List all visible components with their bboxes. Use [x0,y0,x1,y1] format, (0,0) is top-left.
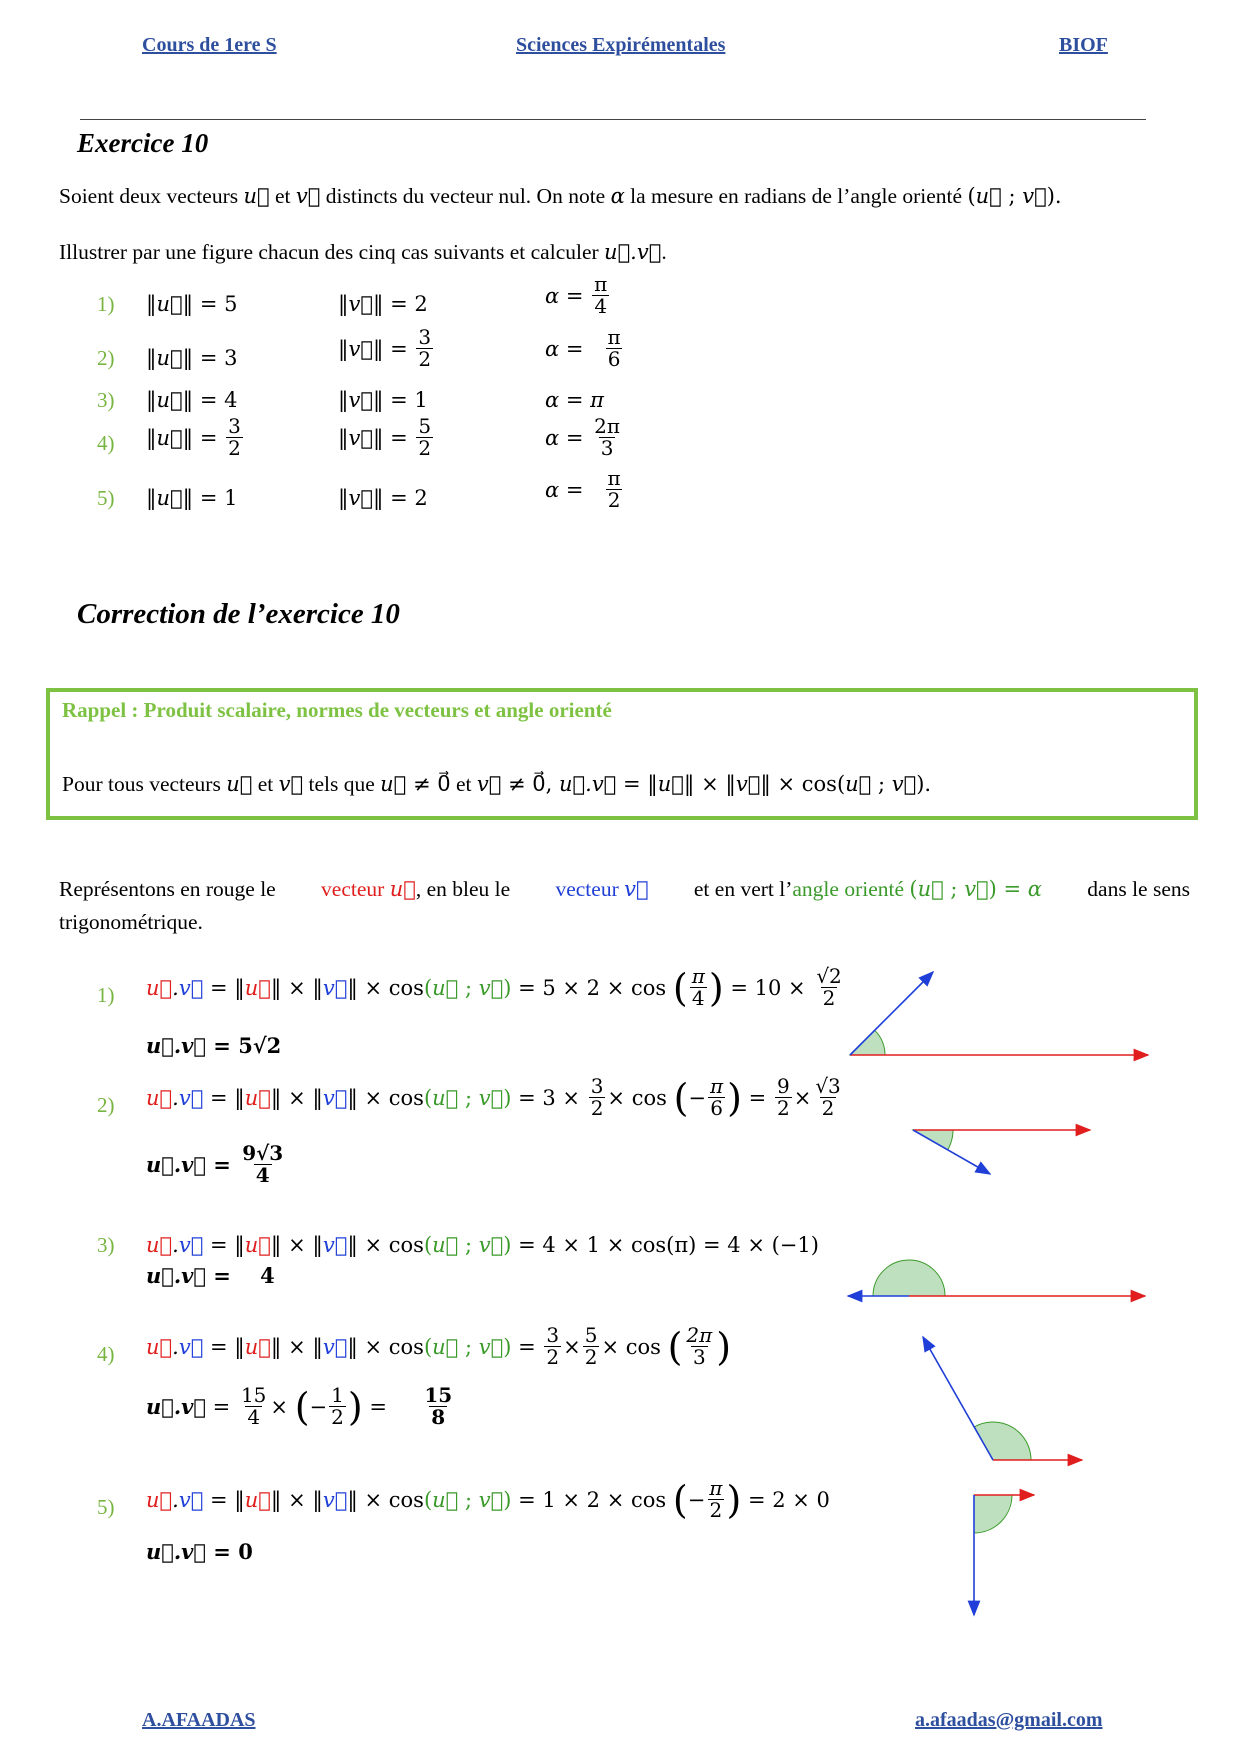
case-u-norm: ‖u⃗‖ = 4 [146,388,238,412]
rappel-text: Pour tous vecteurs u⃗ et v⃗ tels que u⃗ ≠ 0⃗ et v⃗ ≠ 0⃗, u⃗.v⃗ = ‖u⃗‖ × ‖v⃗‖ × cos(u⃗ ; v⃗). [62,772,932,796]
figure-2 [913,1130,1090,1174]
footer-left[interactable]: A.AFAADAS [142,1709,256,1731]
figure-4 [923,1337,1082,1460]
item-result: u⃗.v⃗ = 5√2 [146,1033,282,1058]
item-formula: u⃗ . v⃗ = ‖ u⃗ ‖ × ‖ v⃗ ‖ × cos (u⃗ ; v⃗) = 5 × 2 × cos ( $\frac{\pi}{4}$ ) = 10 × $\frac{√2}{2}$ [146,964,842,1010]
v-vector [923,1337,993,1460]
item-result: u⃗.v⃗ = 0 [146,1539,253,1564]
v-vector [850,972,933,1055]
case-number: 2) [97,346,115,370]
case-u-norm: ‖ u⃗ ‖ = $\frac{3}{2}$ [146,414,241,460]
header-right[interactable]: BIOF [1059,34,1108,56]
item-formula: u⃗ . v⃗ = ‖ u⃗ ‖ × ‖ v⃗ ‖ × cos (u⃗ ; v⃗) = $\frac{3}{2}$ × $\frac{5}{2}$ × cos ( $\frac{2\pi}{3}$ ) [146,1323,732,1369]
correction-title: Correction de l’exercice 10 [77,598,400,630]
intro-line1: Représentons en rouge le vecteur u⃗, en bleu le vecteur v⃗ et en vert l’angle orienté (u⃗ ; v⃗) = α dans le sens [59,877,1190,901]
case-number: 5) [97,486,115,510]
case-v-norm: ‖v⃗‖ = 2 [338,292,428,316]
case-u-norm: ‖u⃗‖ = 3 [146,346,238,370]
case-number: 3) [97,388,115,412]
intro-line2: trigonométrique. [59,910,203,934]
item-result: u⃗.v⃗ = 4 [146,1263,275,1288]
footer-right[interactable]: a.afaadas@gmail.com [915,1709,1103,1731]
exercise-title: Exercice 10 [77,128,209,158]
item-formula: u⃗.v⃗ = ‖u⃗‖ × ‖v⃗‖ × cos(u⃗ ; v⃗) = 4 × 1 × cos(π) = 4 × (−1) [146,1233,819,1257]
case-alpha: α = $\frac{2\pi}{3}$ [545,414,621,460]
case-u-norm: ‖u⃗‖ = 1 [146,486,238,510]
case-alpha: α = $\frac{\pi}{6}$ [545,325,621,371]
item-formula: u⃗ . v⃗ = ‖ u⃗ ‖ × ‖ v⃗ ‖ × cos (u⃗ ; v⃗) = 3 × $\frac{3}{2}$ × cos ( − $\frac{\pi}{6}$ ) = $\frac{9}{2}$ × $\frac{√3}{2}$ [146,1074,841,1120]
figure-1 [850,972,1148,1055]
case-number: 4) [97,431,115,455]
header-center[interactable]: Sciences Expirémentales [516,34,726,56]
item-number: 1) [97,983,115,1007]
item-number: 2) [97,1093,115,1117]
item-number: 4) [97,1342,115,1366]
case-number: 1) [97,292,115,316]
case-v-norm: ‖v⃗‖ = 2 [338,486,428,510]
figure-5 [974,1495,1034,1615]
case-alpha: α = π [545,388,604,412]
angle-arc [850,1030,885,1055]
item-result: u⃗.v⃗ = $\frac{15}{4}$ × ( − $\frac{1}{2}$ ) = $\frac{15}{8}$ [146,1383,453,1429]
case-alpha: α = $\frac{\pi}{2}$ [545,466,621,512]
case-v-norm: ‖ v⃗ ‖ = $\frac{3}{2}$ [338,325,432,371]
item-formula: u⃗ . v⃗ = ‖ u⃗ ‖ × ‖ v⃗ ‖ × cos (u⃗ ; v⃗) = 1 × 2 × cos ( − $\frac{\pi}{2}$ ) = 2 × 0 [146,1476,830,1522]
angle-arc [873,1260,945,1296]
header-left[interactable]: Cours de 1ere S [142,34,277,56]
case-v-norm: ‖ v⃗ ‖ = $\frac{5}{2}$ [338,414,432,460]
angle-arc [974,1495,1012,1533]
item-result: u⃗.v⃗ = $\frac{9√3}{4}$ [146,1141,284,1187]
case-alpha: α = $\frac{\pi}{4}$ [545,272,608,318]
item-number: 5) [97,1495,115,1519]
figure-3 [848,1260,1145,1296]
rappel-title: Rappel : Produit scalaire, normes de vecteurs et angle orienté [62,698,612,722]
case-u-norm: ‖u⃗‖ = 5 [146,292,238,316]
exercise-instruction: Illustrer par une figure chacun des cinq cas suivants et calculer u⃗.v⃗. [59,240,667,264]
case-v-norm: ‖v⃗‖ = 1 [338,388,428,412]
exercise-statement: Soient deux vecteurs u⃗ et v⃗ distincts du vecteur nul. On note α la mesure en radians de l’angle orienté (u⃗ ; v⃗). [59,184,1062,208]
item-number: 3) [97,1233,115,1257]
